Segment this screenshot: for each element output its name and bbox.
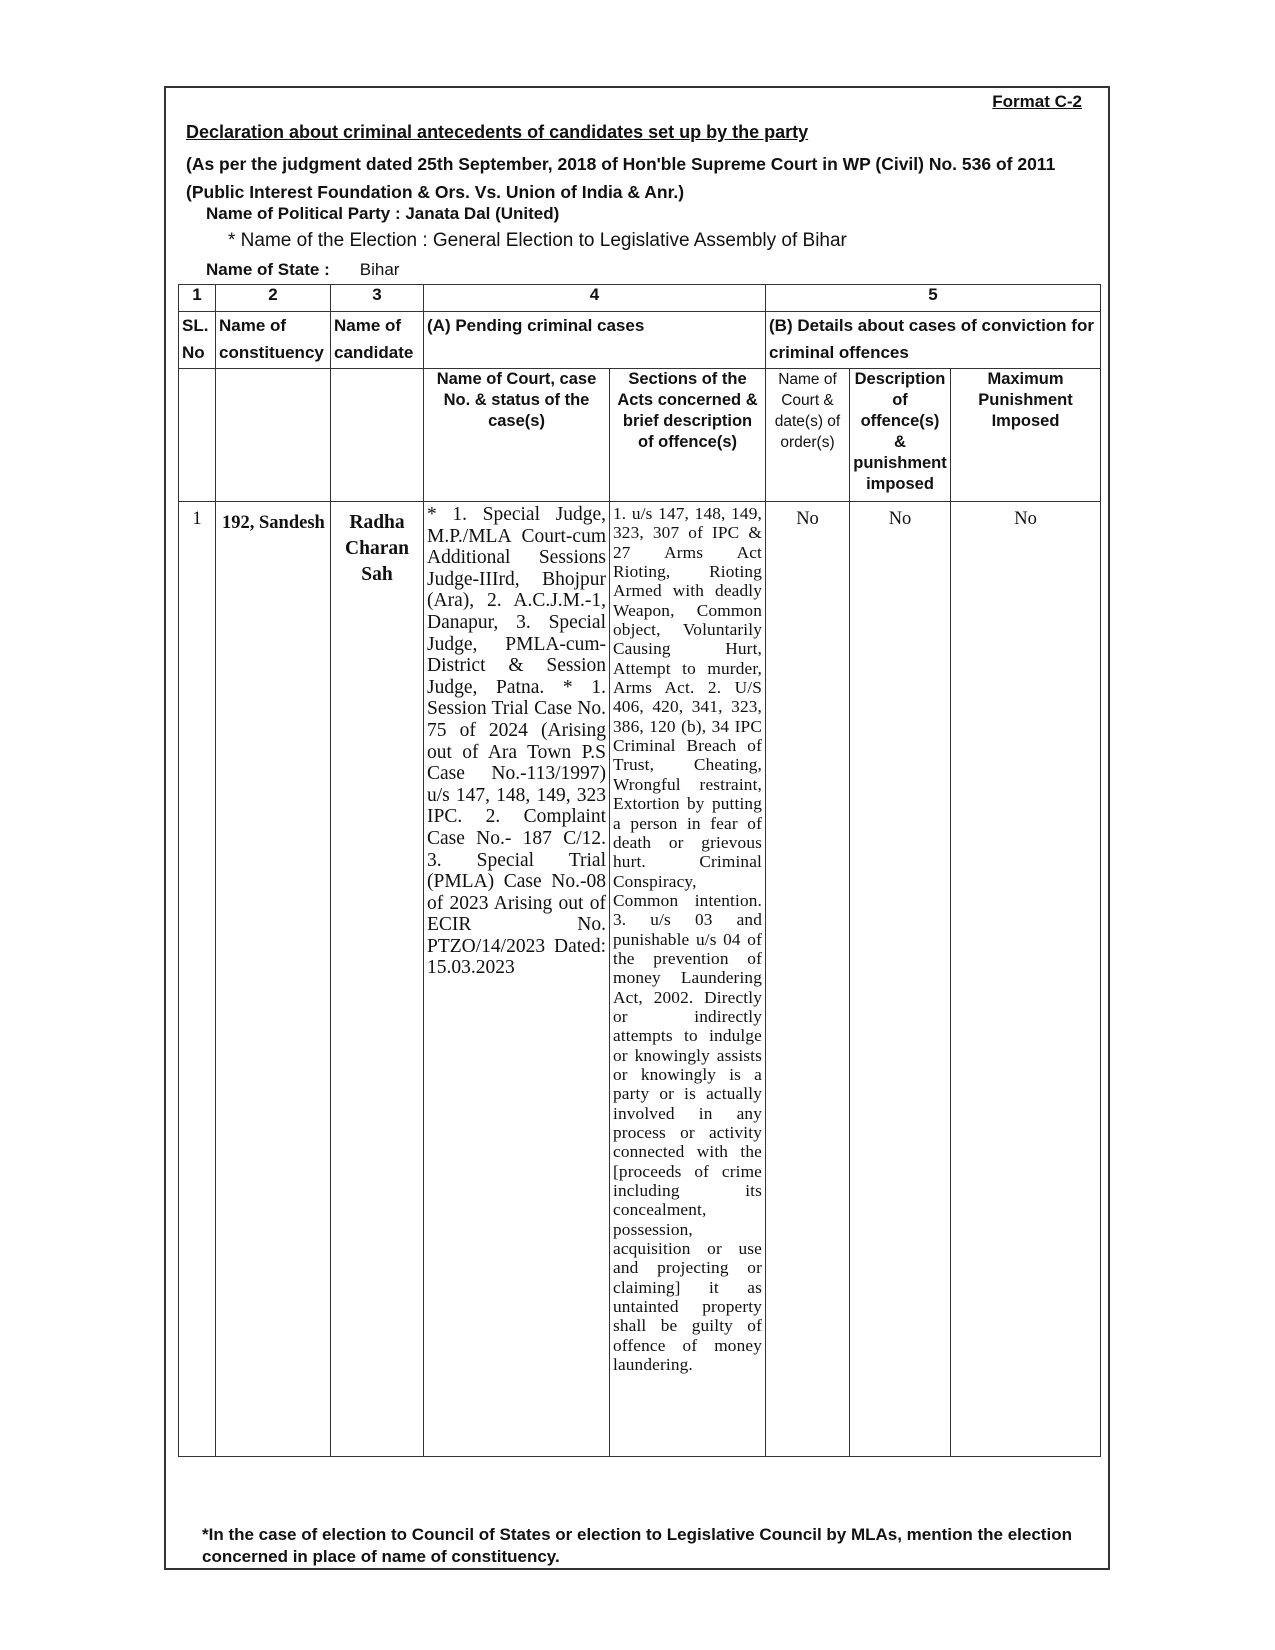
- table-row: [179, 502, 1101, 1457]
- criminal-antecedents-table: [178, 284, 1101, 1457]
- column-number: 3: [331, 285, 424, 312]
- footnote: *In the case of election to Council of States or election to Legislative Council by MLAs, mention the election concerned in place of name of constituency.: [202, 1525, 1072, 1566]
- cell-constituency: 192, Sandesh: [216, 502, 331, 1457]
- cell-court-case: * 1. Special Judge, M.P./MLA Court-cum Additional Sessions Judge-IIIrd, Bhojpur (Ara), 2. A.C.J.M.-1, Danapur, 3. Special Judge, PMLA-cum-District & Session Judge, Patna. * 1. Session Trial Case No. 75 of 2024 (Arising out of Ara Town P.S Case No.-113/1997) u/s 147, 148, 149, 323 IPC. 2. Complaint Case No.- 187 C/12. 3. Special Trial (PMLA) Case No.-08 of 2023 Arising out of ECIR No. PTZO/14/2023 Dated: 15.03.2023: [424, 502, 610, 1457]
- cell-sl-no: 1: [179, 502, 216, 1457]
- header-constituency: Name of constituency: [216, 312, 331, 369]
- subheader-row: [179, 369, 1101, 502]
- header-pending-cases: (A) Pending criminal cases: [424, 312, 766, 369]
- judgment-note: (As per the judgment dated 25th September, 2018 of Hon'ble Supreme Court in WP (Civil) No. 536 of 2011 (Public Interest Foundation & Ors. Vs. Union of India & Anr.): [186, 154, 1056, 202]
- state-value: Bihar: [359, 260, 400, 279]
- column-number: 1: [179, 285, 216, 312]
- cell-sections: 1. u/s 147, 148, 149, 323, 307 of IPC & 27 Arms Act Rioting, Rioting Armed with deadly Weapon, Common object, Voluntarily Causing Hurt, Attempt to murder, Arms Act. 2. U/S 406, 420, 341, 323, 386, 120 (b), 34 IPC Criminal Breach of Trust, Cheating, Wrongful restraint, Extortion by putting a person in fear of death or grievous hurt. Criminal Conspiracy, Common intention. 3. u/s 03 and punishable u/s 04 of the prevention of money Laundering Act, 2002. Directly or indirectly attempts to indulge or knowingly assists or knowingly is a party or is actually involved in any process or activity connected with the [proceeds of crime including its concealment, possession, acquisition or use and projecting or claiming] it as untainted property shall be guilty of offence of money laundering.: [610, 502, 766, 1457]
- subheader-sections: Sections of the Acts concerned & brief description of offence(s): [610, 369, 766, 502]
- election-name-line: * Name of the Election : General Election to Legislative Assembly of Bihar: [228, 230, 847, 251]
- cell-candidate: Radha Charan Sah: [331, 502, 424, 1457]
- declaration-form: [164, 86, 1110, 1570]
- header-row: [179, 312, 1101, 369]
- subheader-court-date: Name of Court & date(s) of order(s): [766, 369, 850, 502]
- cell-max-punishment: No: [951, 502, 1101, 1457]
- subheader-court-case: Name of Court, case No. & status of the case(s): [424, 369, 610, 502]
- subheader-max-punishment: Maximum Punishment Imposed: [951, 369, 1101, 502]
- format-label: Format C-2: [992, 92, 1082, 111]
- column-number-row: [179, 285, 1101, 312]
- column-number: 2: [216, 285, 331, 312]
- state-label: Name of State :: [206, 260, 330, 279]
- political-party-line: Name of Political Party : Janata Dal (United): [206, 204, 560, 223]
- header-candidate: Name of candidate: [331, 312, 424, 369]
- subheader-description: Description of offence(s) & punishment imposed: [850, 369, 951, 502]
- column-number: 4: [424, 285, 766, 312]
- column-number: 5: [766, 285, 1101, 312]
- header-conviction-cases: (B) Details about cases of conviction for criminal offences: [766, 312, 1101, 369]
- page-title: Declaration about criminal antecedents of candidates set up by the party: [186, 122, 809, 142]
- state-line: [206, 260, 399, 280]
- header-sl-no: SL. No: [179, 312, 216, 369]
- cell-court-date: No: [766, 502, 850, 1457]
- cell-description: No: [850, 502, 951, 1457]
